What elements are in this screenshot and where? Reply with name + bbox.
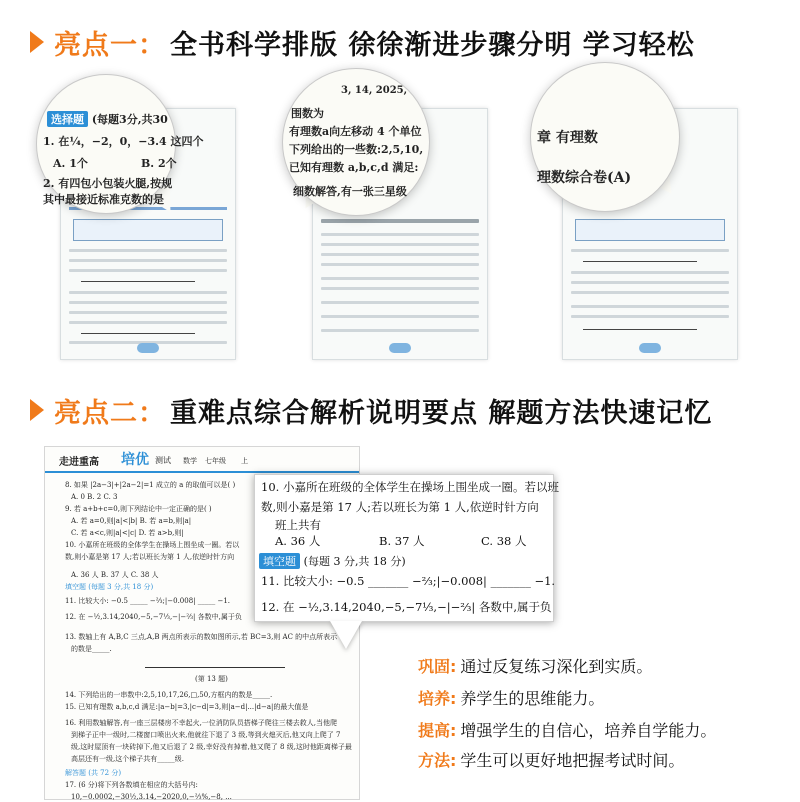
magnifier-line: 有理数a向左移动 4 个单位 [289, 125, 422, 138]
magnifier-1 [36, 74, 204, 214]
doc-line: A. 36 人 B. 37 人 C. 38 人 [71, 571, 159, 579]
text-line [321, 263, 479, 266]
callout-line: 班上共有 [275, 518, 321, 532]
zoom-callout [254, 474, 559, 622]
doc-line: 14. 下列给出的一串数中:2,5,10,17,26,□,50,方框内的数是_____. [65, 691, 273, 699]
volume: 上 [241, 457, 248, 465]
magnifier-line: 细数解答,有一张三星级 [293, 185, 407, 198]
orange-arrow-icon [30, 399, 44, 421]
benefit-key: 培养: [418, 688, 457, 708]
series-name: 走进重高 [59, 457, 99, 468]
callout-line: 12. 在 −½,3.14,2040,−5,−7⅓,−|−⅔| 各数中,属于负 [261, 600, 552, 614]
benefit-item [418, 652, 652, 678]
text-line [321, 219, 479, 223]
benefit-key: 巩固: [418, 656, 457, 676]
magnifier-line: 理数综合卷(A) [537, 170, 632, 186]
doc-line: 10. 小嘉所在班级的全体学生在操场上围坐成一圈。若以 [65, 541, 240, 549]
callout-option: B. 37 人 [379, 534, 425, 548]
highlight-two-heading [30, 388, 712, 432]
section-badge: 填空题 [259, 553, 300, 569]
benefit-item [418, 716, 716, 742]
callout-line: 数,则小嘉是第 17 人;若以班长为第 1 人,依逆时针方向 [261, 500, 539, 514]
benefit-item [418, 746, 684, 772]
callout-section-heading [259, 553, 406, 569]
section-rest: (每题 3 分,共 18 分) [303, 555, 406, 568]
subject: 数学 [183, 457, 197, 465]
doc-line: 12. 在 −½,3.14,2040,−5,−7⅓,−|−⅔| 各数中,属于负 [65, 613, 242, 621]
number-line [81, 333, 195, 334]
doc-section-heading: 解答题 (共 72 分) [65, 769, 122, 777]
magnifier-section-heading [47, 111, 168, 127]
benefit-value: 增强学生的自信心，培养自学能力。 [460, 720, 717, 740]
section-badge: 选择题 [47, 111, 88, 127]
page-footer-mark [389, 343, 411, 353]
magnifier-line: 3, 14, 2025, [341, 85, 408, 96]
magnifier-line: 其中最接近标准克数的是 [43, 193, 164, 206]
number-line [583, 329, 697, 330]
text-line [69, 269, 227, 272]
text-line [571, 281, 729, 284]
text-line [321, 315, 479, 318]
benefit-value: 通过反复练习深化到实质。 [460, 656, 653, 676]
doc-line: 16. 利用数轴解答,有一座三层楼房不幸起火,一位消防队员搭梯子爬往三楼去救人,当他爬 [65, 719, 338, 727]
highlight-one-heading [30, 20, 695, 64]
text-line [69, 249, 227, 252]
magnifier-line: 1. 在¼，−2，0，−3.4 这四个 [43, 135, 204, 148]
mini-table [575, 219, 725, 241]
doc-line: C. 若 a<c,则|a|<|c| D. 若 a>b,则| [71, 529, 184, 537]
magnifier-3 [530, 62, 680, 212]
highlight-text: 全书科学排版 徐徐渐进步骤分明 学习轻松 [170, 29, 695, 61]
benefit-item [418, 684, 604, 710]
text-line [571, 271, 729, 274]
text-line [321, 301, 479, 304]
callout-tail [330, 621, 362, 649]
figure-caption: (第 13 题) [195, 675, 228, 683]
text-line [321, 233, 479, 236]
magnifier-line: 2. 有四包小包装火腿,按规 [43, 177, 173, 190]
grade: 七年级 [205, 457, 226, 465]
text-line [69, 259, 227, 262]
benefit-key: 提高: [418, 720, 457, 740]
doc-line: 8. 如果 |2a−3|+|2a−2|=1 成立的 a 的取值可以是( ) [65, 481, 236, 489]
doc-line: 9. 若 a+b+c=0,则下列结论中一定正确的是( ) [65, 505, 212, 513]
text-line [571, 315, 729, 318]
section-rest: (每题3分,共30 [91, 113, 168, 126]
benefit-key: 方法: [418, 750, 457, 770]
doc-line: 11. 比较大小: −0.5 _____ −⅔;|−0.008| _____ −1. [65, 597, 231, 605]
text-line [69, 291, 227, 294]
text-line [571, 249, 729, 252]
doc-line: 级,这时屋顶有一块砖掉下,他又后退了 2 级,幸好没有掉着,他又爬了 8 级,这时他距离梯子最 [71, 743, 352, 751]
text-line [69, 311, 227, 314]
magnifier-line: 已知有理数 a,b,c,d 满足: [289, 161, 419, 174]
callout-line: 11. 比较大小: −0.5 _______ −⅔;|−0.008| _______ −1. [261, 574, 556, 588]
callout-line: 10. 小嘉所在班级的全体学生在操场上围坐成一圈。若以班 [261, 480, 559, 494]
text-line [321, 277, 479, 280]
series-logo-text: 培优 [121, 452, 149, 468]
doc-section-heading: 填空题 (每题 3 分,共 18 分) [65, 583, 154, 591]
doc-line: A. 若 a=0,则|a|<|b| B. 若 a=b,则|a| [71, 517, 192, 525]
page-footer-mark [639, 343, 661, 353]
magnifier-line: A. 1个 [53, 157, 88, 170]
callout-option: C. 38 人 [481, 534, 527, 548]
text-line [69, 321, 227, 324]
doc-line: 的数是_____. [71, 645, 112, 653]
mini-table [73, 219, 223, 241]
doc-line: A. 0 B. 2 C. 3 [71, 493, 118, 501]
doc-line: 高层还有一级,这个梯子共有_____级. [71, 755, 184, 763]
magnifier-line: 章 有理数 [537, 130, 598, 146]
orange-arrow-icon [30, 31, 44, 53]
magnifier-line: 下列给出的一些数:2,5,10, [289, 143, 424, 156]
doc-line: 13. 数轴上有 A,B,C 三点,A,B 两点所表示的数如图所示,若 BC=3,则 AC 的中点所表示 [65, 633, 338, 641]
benefit-value: 养学生的思维能力。 [460, 688, 605, 708]
doc-line: 10,−0.0002,−30½,3.14,−2020,0,−⅔%,−8, ... [71, 793, 232, 801]
text-line [321, 329, 479, 332]
magnifier-line: B. 2个 [141, 157, 177, 170]
text-line [321, 287, 479, 290]
magnifier-line: 围数为 [291, 107, 324, 120]
callout-option: A. 36 人 [275, 534, 321, 548]
text-line [321, 253, 479, 256]
doc-line: 到梯子正中一级时,二楼窗口喷出火来,他就往下退了 3 级,等到火熄灭后,他又向上爬了 7 [71, 731, 341, 739]
highlight-label: 亮点一： [54, 29, 166, 61]
text-line [69, 301, 227, 304]
book-page-header [45, 447, 359, 473]
highlight-label: 亮点二： [54, 397, 166, 429]
text-line [571, 305, 729, 308]
doc-line: 15. 已知有理数 a,b,c,d 满足:|a−b|=3,|c−d|=3,则|a−d|...|d−a|的最大值是 [65, 703, 309, 711]
doc-line: 17. (6 分)将下列各数填在相应的大括号内: [65, 781, 198, 789]
page-footer-mark [137, 343, 159, 353]
series-sub: 测试 [155, 456, 171, 465]
highlight-text: 重难点综合解析说明要点 解题方法快速记忆 [170, 397, 713, 429]
number-line [81, 281, 195, 282]
text-line [321, 243, 479, 246]
benefit-value: 学生可以更好地把握考试时间。 [460, 750, 685, 770]
text-line [571, 291, 729, 294]
magnifier-2 [282, 68, 430, 216]
doc-line: 数,则小嘉是第 17 人;若以班长为第 1 人,依逆时针方向 [65, 553, 235, 561]
number-line [583, 261, 697, 262]
number-line-figure [145, 667, 285, 668]
